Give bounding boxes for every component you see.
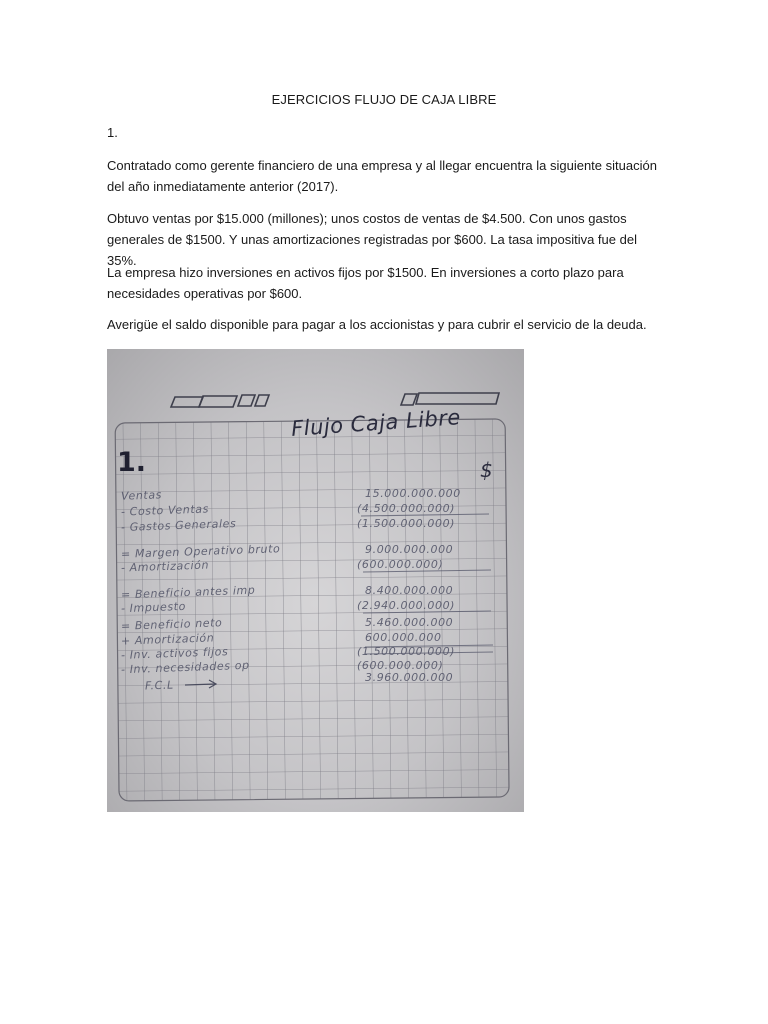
handwritten-number: 1. (117, 447, 147, 478)
ledger-row-value: (1.500.000.000) (357, 645, 456, 658)
ledger-row-label: - Gastos Generales (120, 516, 237, 535)
handwritten-heading: Flujo Caja Libre (290, 405, 462, 441)
ledger-row-label: = Beneficio antes imp (120, 583, 256, 602)
exercise-number: 1. (107, 125, 118, 140)
paragraph-question: Averigüe el saldo disponible para pagar a los accionistas y para cubrir el servicio de la deuda. (107, 317, 647, 332)
ledger-row-value: 3.960.000.000 (365, 671, 454, 684)
ledger-row-value: (600.000.000) (357, 558, 444, 571)
ledger-row-value: 600.000.000 (365, 631, 442, 644)
ledger-row-value: 15.000.000.000 (365, 487, 461, 500)
notebook-photo (107, 349, 524, 812)
paragraph-investments: La empresa hizo inversiones en activos fijos por $1500. En inversiones a corto plazo para necesidades operativas por $600. (107, 265, 624, 301)
ledger-row-value: 9.000.000.000 (365, 543, 454, 556)
ledger-row-value: 8.400.000.000 (365, 584, 454, 597)
ledger-row-label: = Margen Operativo bruto (120, 542, 281, 561)
ledger-row-label: - Inv. necesidades op (120, 658, 250, 677)
ledger-row-value: (1.500.000.000) (357, 517, 456, 530)
ledger-row-label: Ventas (120, 488, 163, 503)
paragraph-figures: Obtuvo ventas por $15.000 (millones); unos costos de ventas de $4.500. Con unos gastos generales de $1500. Y unas amortizaciones registradas por $600. La tasa impositiva fue del 35%. (107, 211, 637, 268)
ledger-row-value: (4.500.000.000) (357, 502, 456, 515)
ledger-row-value: 5.460.000.000 (365, 616, 454, 629)
ledger-row-label: - Impuesto (120, 599, 187, 616)
ledger-row-label: F.C.L (144, 678, 174, 693)
handwritten-currency-mark: $ (480, 458, 493, 482)
ledger-row-label: - Costo Ventas (120, 502, 210, 519)
ledger-row-label: = Beneficio neto (120, 616, 223, 633)
ledger-row-value: (2.940.000.000) (357, 599, 456, 612)
ledger-row-label: - Amortización (120, 558, 210, 575)
ledger-row-label: - Inv. activos fijos (120, 645, 229, 662)
document-title: EJERCICIOS FLUJO DE CAJA LIBRE (271, 92, 497, 107)
paragraph-context: Contratado como gerente financiero de una empresa y al llegar encuentra la siguiente situación del año inmediatamente anterior (2017). (107, 158, 657, 194)
ledger-row-value: (600.000.000) (357, 659, 444, 672)
ledger-row-label: + Amortización (120, 631, 215, 648)
